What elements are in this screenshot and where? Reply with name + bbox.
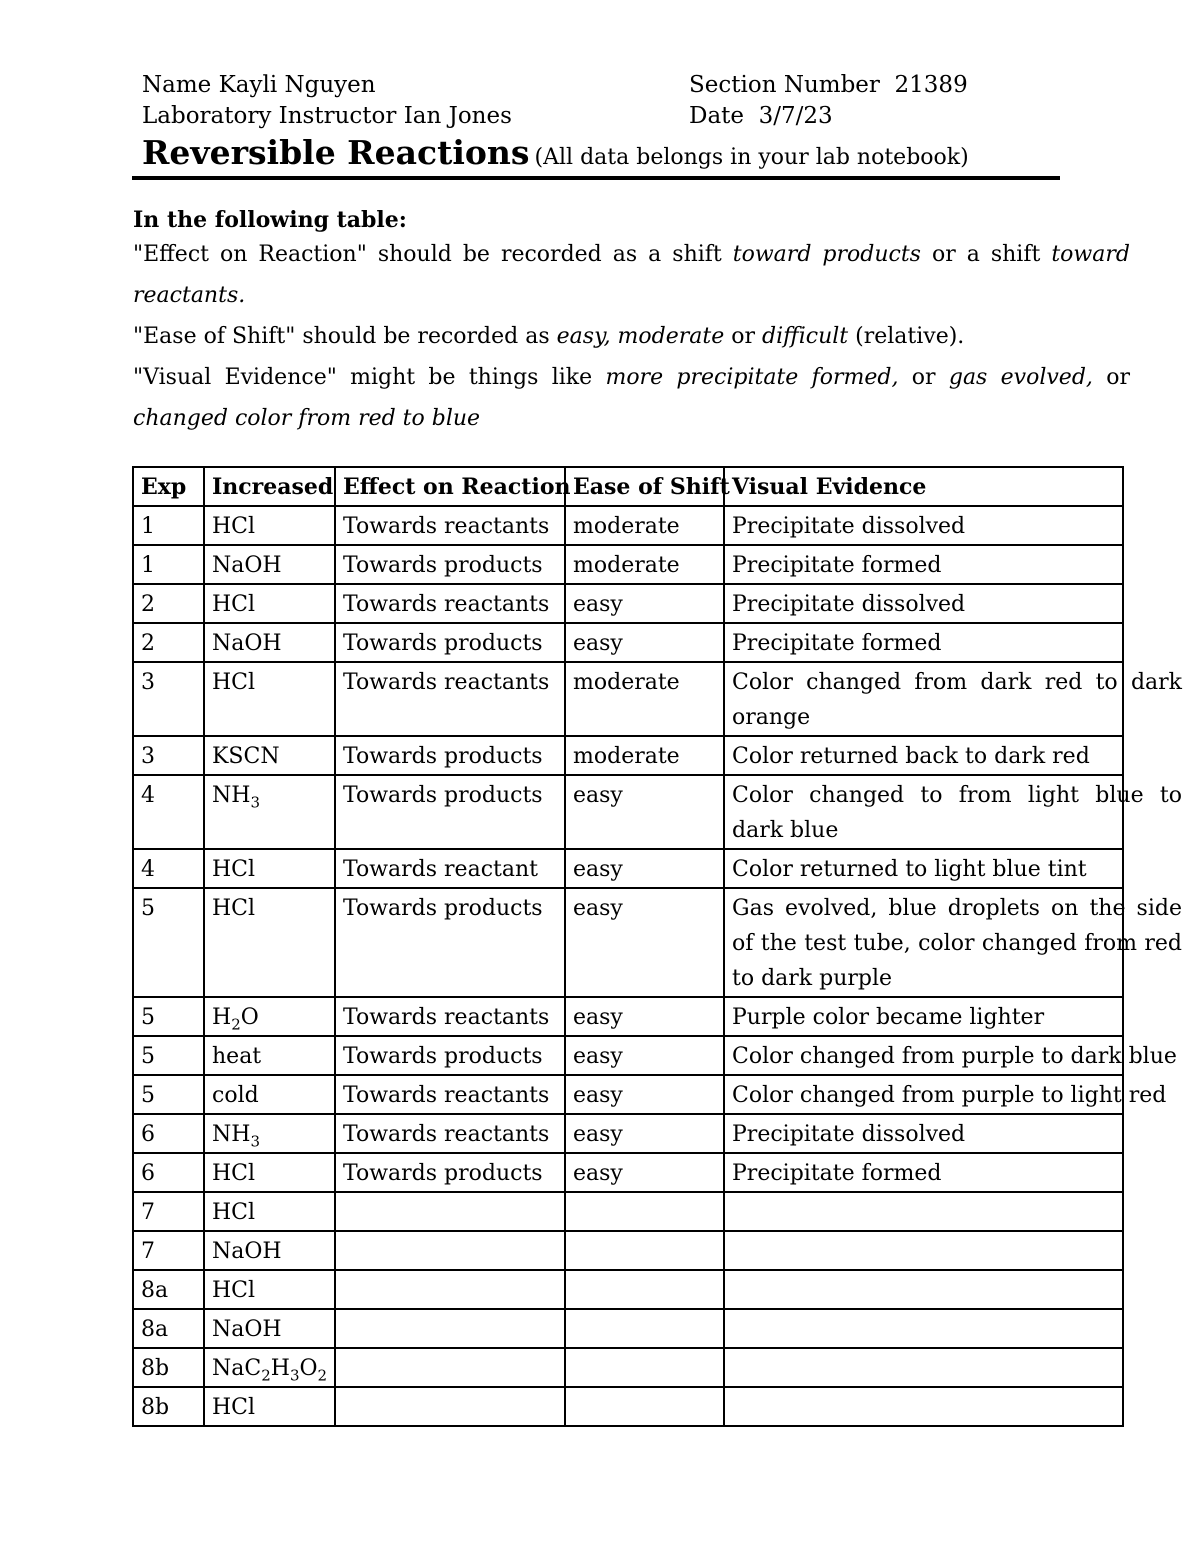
cell-increased: NaOH — [204, 1231, 335, 1270]
text: or — [1092, 365, 1130, 390]
formula-subscript: 2 — [231, 1015, 241, 1034]
evidence-text: Color changed to from light blue to dark blue — [732, 783, 1182, 843]
cell-evidence: Purple color became lighter — [724, 997, 1123, 1036]
table-row — [133, 584, 1123, 623]
cell-increased: HCl — [204, 1153, 335, 1192]
cell-evidence: Precipitate dissolved — [724, 506, 1123, 545]
section-label: Section Number — [689, 72, 880, 98]
cell-ease: easy — [565, 775, 724, 849]
formula-subscript: 2 — [261, 1366, 271, 1385]
cell-ease: easy — [565, 584, 724, 623]
cell-evidence — [724, 662, 1182, 736]
cell-exp: 3 — [133, 736, 204, 775]
date-label: Date — [689, 103, 745, 129]
cell-exp: 6 — [133, 1114, 204, 1153]
table-row — [133, 1309, 1123, 1348]
cell-effect: Towards products — [335, 545, 565, 584]
table-row — [133, 1192, 1123, 1231]
cell-evidence: Precipitate dissolved — [724, 584, 1123, 623]
evidence-text: Color changed from dark red to dark orange — [732, 670, 1182, 730]
evidence-text: Color changed from purple to dark blue — [732, 1044, 1177, 1069]
cell-effect: Towards products — [335, 1036, 565, 1075]
cell-exp: 8a — [133, 1309, 204, 1348]
table-row — [133, 1270, 1123, 1309]
cell-effect: Towards reactants — [335, 506, 565, 545]
cell-ease: moderate — [565, 545, 724, 584]
cell-ease — [565, 1387, 724, 1426]
cell-exp: 1 — [133, 506, 204, 545]
instructor-line — [142, 101, 512, 131]
table-row — [133, 1387, 1123, 1426]
text: or — [898, 365, 949, 390]
formula-subscript: 2 — [317, 1366, 328, 1385]
cell-ease: easy — [565, 1114, 724, 1153]
section-line — [689, 70, 968, 100]
cell-evidence — [724, 775, 1182, 849]
cell-ease: moderate — [565, 736, 724, 775]
table-row — [133, 888, 1123, 997]
text-italic: toward products — [732, 242, 921, 267]
cell-exp: 4 — [133, 849, 204, 888]
cell-increased: HCl — [204, 1387, 335, 1426]
cell-effect: Towards products — [335, 1153, 565, 1192]
cell-exp: 8b — [133, 1348, 204, 1387]
cell-ease: easy — [565, 623, 724, 662]
instruction-effect — [133, 234, 1130, 316]
evidence-text: Gas evolved, blue droplets on the side of the test tube, color changed from red to dark purple — [732, 896, 1182, 991]
cell-exp: 8b — [133, 1387, 204, 1426]
table-row — [133, 623, 1123, 662]
header-effect: Effect on Reaction — [335, 467, 565, 506]
cell-evidence — [724, 1075, 1167, 1114]
cell-increased: NaOH — [204, 545, 335, 584]
cell-increased: HCl — [204, 584, 335, 623]
text-italic: gas evolved, — [948, 365, 1093, 390]
cell-increased — [204, 997, 335, 1036]
cell-ease: easy — [565, 997, 724, 1036]
text-italic: more precipitate formed, — [605, 365, 899, 390]
header-increased: Increased — [204, 467, 335, 506]
header-ease: Ease of Shift — [565, 467, 724, 506]
cell-increased: HCl — [204, 849, 335, 888]
cell-evidence: Color returned to light blue tint — [724, 849, 1123, 888]
cell-exp: 5 — [133, 1036, 204, 1075]
formula-text: NH — [212, 1122, 251, 1147]
text-italic: difficult — [762, 324, 849, 349]
formula-text: NaC — [212, 1356, 262, 1381]
cell-ease: moderate — [565, 506, 724, 545]
cell-effect — [335, 1348, 565, 1387]
page-title — [142, 133, 969, 172]
cell-exp: 2 — [133, 584, 204, 623]
cell-increased — [204, 775, 335, 849]
cell-exp: 7 — [133, 1192, 204, 1231]
cell-increased: HCl — [204, 506, 335, 545]
formula-text: H — [212, 1005, 232, 1030]
text-italic: toward reactants. — [133, 242, 1130, 308]
cell-ease: easy — [565, 1036, 724, 1075]
cell-effect: Towards products — [335, 775, 565, 849]
cell-ease: easy — [565, 1075, 724, 1114]
table-row — [133, 1036, 1123, 1075]
cell-ease — [565, 1231, 724, 1270]
table-row — [133, 736, 1123, 775]
cell-increased: HCl — [204, 1270, 335, 1309]
name-label: Name — [142, 72, 212, 98]
title-main: Reversible Reactions — [142, 133, 530, 172]
cell-exp: 5 — [133, 888, 204, 997]
date-line — [689, 101, 833, 131]
cell-effect: Towards reactants — [335, 997, 565, 1036]
cell-increased: KSCN — [204, 736, 335, 775]
cell-evidence — [724, 1270, 1123, 1309]
cell-evidence — [724, 888, 1182, 997]
text-italic: easy, moderate — [556, 324, 725, 349]
text-italic: changed color from red to blue — [133, 406, 481, 431]
cell-ease — [565, 1309, 724, 1348]
instruction-evidence — [133, 357, 1130, 439]
cell-evidence — [724, 1231, 1123, 1270]
text: "Effect on Reaction" should be recorded as a shift — [133, 242, 733, 267]
cell-ease: easy — [565, 849, 724, 888]
cell-effect: Towards reactants — [335, 584, 565, 623]
date-value: 3/7/23 — [758, 103, 833, 129]
header-exp: Exp — [133, 467, 204, 506]
cell-effect — [335, 1309, 565, 1348]
instructor-value: Ian Jones — [403, 103, 512, 129]
cell-effect: Towards products — [335, 888, 565, 997]
cell-effect — [335, 1387, 565, 1426]
table-row — [133, 997, 1123, 1036]
cell-evidence: Precipitate formed — [724, 545, 1123, 584]
cell-evidence: Precipitate formed — [724, 1153, 1123, 1192]
cell-ease — [565, 1348, 724, 1387]
instructions — [133, 206, 1130, 439]
cell-ease — [565, 1192, 724, 1231]
cell-effect: Towards reactants — [335, 1075, 565, 1114]
cell-effect: Towards reactant — [335, 849, 565, 888]
table-row — [133, 1231, 1123, 1270]
cell-ease — [565, 1270, 724, 1309]
table-row — [133, 1348, 1123, 1387]
cell-exp: 2 — [133, 623, 204, 662]
results-table — [132, 466, 1182, 1427]
text: or a shift — [920, 242, 1052, 267]
cell-effect — [335, 1192, 565, 1231]
text: "Ease of Shift" should be recorded as — [133, 324, 557, 349]
cell-effect — [335, 1231, 565, 1270]
cell-increased: HCl — [204, 888, 335, 997]
table-row — [133, 506, 1123, 545]
cell-increased — [204, 1348, 335, 1387]
table-row — [133, 1114, 1123, 1153]
formula-subscript: 3 — [250, 1132, 260, 1151]
evidence-text: Color changed from purple to light red — [732, 1083, 1167, 1108]
cell-evidence — [724, 1348, 1123, 1387]
header-evidence: Visual Evidence — [724, 467, 1123, 506]
cell-exp: 7 — [133, 1231, 204, 1270]
section-value: 21389 — [894, 72, 968, 98]
cell-exp: 3 — [133, 662, 204, 736]
cell-effect: Towards reactants — [335, 662, 565, 736]
table-row — [133, 775, 1123, 849]
cell-exp: 8a — [133, 1270, 204, 1309]
instructor-label: Laboratory Instructor — [142, 103, 397, 129]
table-row — [133, 849, 1123, 888]
text: (relative). — [848, 324, 965, 349]
cell-evidence — [724, 1309, 1123, 1348]
cell-effect: Towards products — [335, 736, 565, 775]
cell-exp: 5 — [133, 997, 204, 1036]
formula-text: NH — [212, 783, 251, 808]
cell-evidence — [724, 1036, 1177, 1075]
cell-effect — [335, 1270, 565, 1309]
formula-text: O — [240, 1005, 259, 1030]
table-row — [133, 662, 1123, 736]
cell-evidence: Precipitate formed — [724, 623, 1123, 662]
formula-subscript: 3 — [289, 1366, 300, 1385]
name-value: Kayli Nguyen — [218, 72, 376, 98]
formula-subscript: 3 — [250, 793, 260, 812]
title-note: (All data belongs in your lab notebook) — [534, 145, 969, 170]
cell-effect: Towards products — [335, 623, 565, 662]
formula-text: O — [299, 1356, 318, 1381]
cell-increased: HCl — [204, 1192, 335, 1231]
cell-evidence — [724, 1192, 1123, 1231]
cell-effect: Towards reactants — [335, 1114, 565, 1153]
cell-ease: moderate — [565, 662, 724, 736]
text: or — [724, 324, 763, 349]
cell-increased: NaOH — [204, 623, 335, 662]
cell-exp: 6 — [133, 1153, 204, 1192]
table-row — [133, 1153, 1123, 1192]
name-line — [142, 70, 376, 100]
cell-evidence — [724, 1387, 1123, 1426]
cell-exp: 5 — [133, 1075, 204, 1114]
cell-evidence: Precipitate dissolved — [724, 1114, 1123, 1153]
cell-evidence: Color returned back to dark red — [724, 736, 1123, 775]
cell-exp: 4 — [133, 775, 204, 849]
cell-exp: 1 — [133, 545, 204, 584]
text: "Visual Evidence" might be things like — [133, 365, 606, 390]
instructions-heading: In the following table: — [133, 207, 407, 233]
table-header-row — [133, 467, 1123, 506]
cell-increased: cold — [204, 1075, 335, 1114]
table-row — [133, 545, 1123, 584]
title-underline — [132, 176, 1060, 180]
cell-increased: NaOH — [204, 1309, 335, 1348]
cell-increased — [204, 1114, 335, 1153]
cell-ease: easy — [565, 1153, 724, 1192]
table-row — [133, 1075, 1123, 1114]
cell-ease: easy — [565, 888, 724, 997]
formula-text: H — [270, 1356, 290, 1381]
cell-increased: HCl — [204, 662, 335, 736]
instruction-ease — [133, 316, 1130, 357]
cell-increased: heat — [204, 1036, 335, 1075]
